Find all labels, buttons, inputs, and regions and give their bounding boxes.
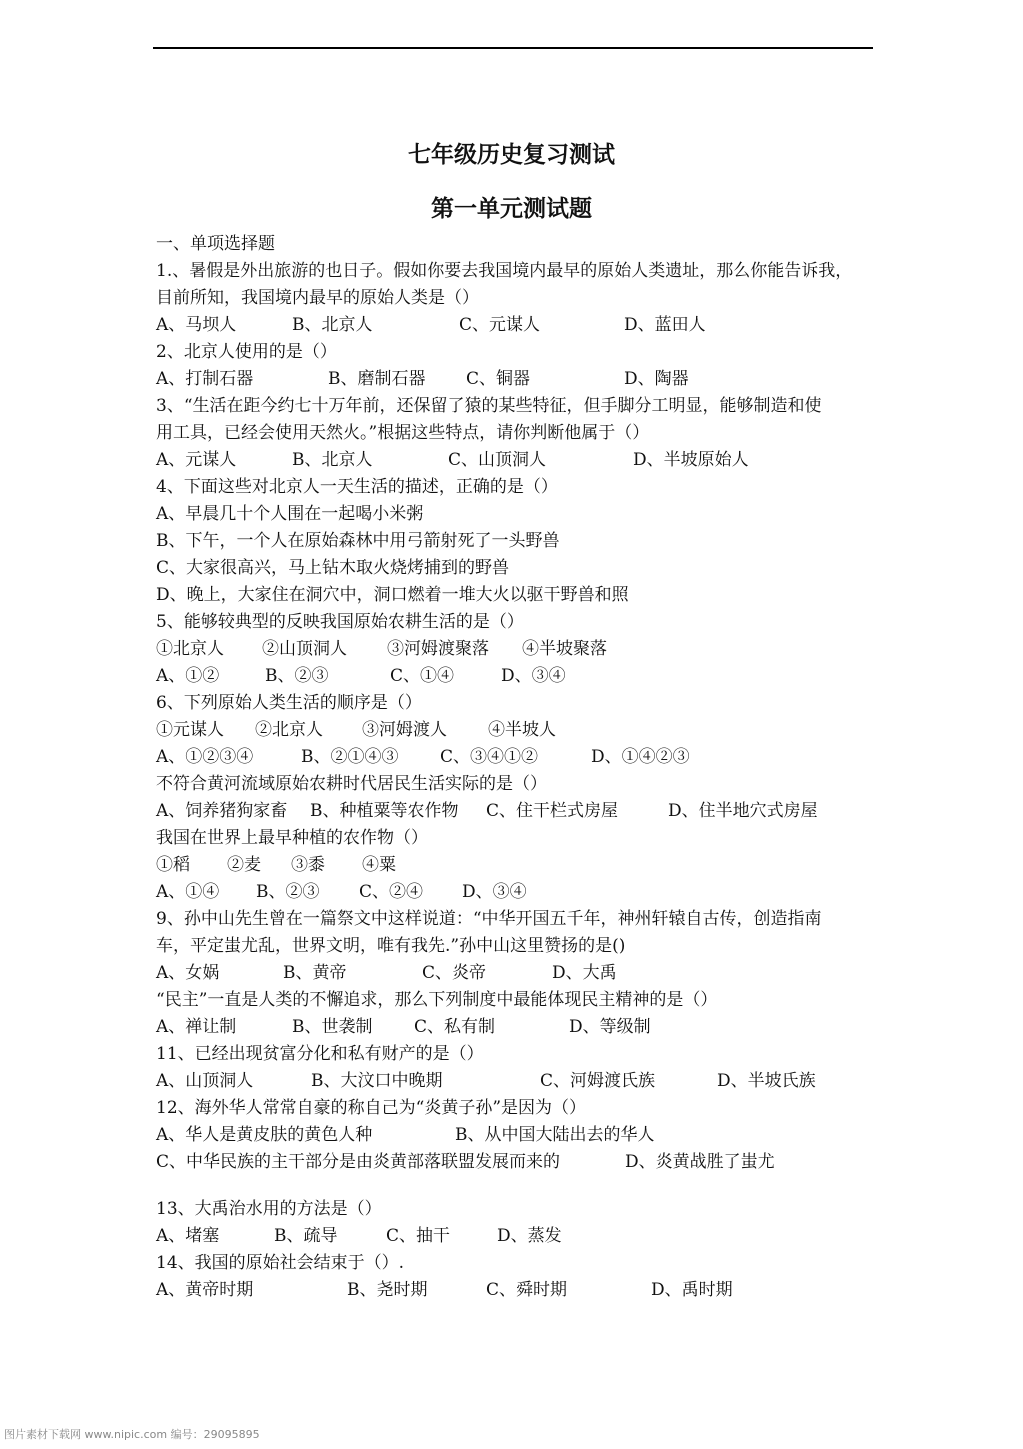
answer-option: D、半坡氏族 [717, 1071, 816, 1091]
answer-option: D、大禹 [552, 963, 617, 983]
question-text-line: “民主”一直是人类的不懈追求，那么下列制度中最能体现民主精神的是（） [156, 990, 718, 1010]
answer-option: C、②④ [359, 882, 424, 902]
answer-options-line [156, 447, 876, 474]
answer-options-line [156, 312, 876, 339]
answer-option: C、山顶洞人 [448, 450, 547, 470]
answer-option: D、蒸发 [497, 1226, 562, 1246]
answer-option: B、世袭制 [292, 1017, 373, 1037]
answer-option: C、炎帝 [422, 963, 487, 983]
answer-option: C、铜器 [466, 369, 531, 389]
answer-option: D、①④②③ [591, 747, 690, 767]
answer-option: ③河姆渡人 [362, 720, 447, 740]
answer-options-line [156, 636, 876, 663]
question-text-line: B、下午，一个人在原始森林中用弓箭射死了一头野兽 [156, 531, 560, 551]
answer-option: ②北京人 [255, 720, 323, 740]
answer-option: A、①②③④ [156, 747, 254, 767]
answer-option: A、黄帝时期 [156, 1280, 254, 1300]
answer-options-line [156, 1122, 876, 1149]
answer-option: D、禹时期 [651, 1280, 733, 1300]
answer-option: ①稻 [156, 855, 190, 875]
answer-option: D、③④ [501, 666, 566, 686]
answer-option: A、华人是黄皮肤的黄色人种 [156, 1125, 373, 1145]
answer-option: A、①② [156, 666, 220, 686]
answer-options-line [156, 852, 876, 879]
answer-options-line [156, 366, 876, 393]
answer-option: C、私有制 [414, 1017, 496, 1037]
answer-option: C、元谋人 [459, 315, 541, 335]
answer-options-line [156, 1068, 876, 1095]
answer-option: ②山顶洞人 [262, 639, 347, 659]
question-text-line: 1.、暑假是外出旅游的也日子。假如你要去我国境内最早的原始人类遗址，那么你能告诉我， [156, 261, 853, 281]
answer-option: ②麦 [227, 855, 261, 875]
answer-option: ④粟 [362, 855, 396, 875]
question-text-line: 6、下列原始人类生活的顺序是（） [156, 693, 422, 713]
answer-option: C、抽干 [386, 1226, 451, 1246]
answer-option: ③河姆渡聚落 [387, 639, 489, 659]
question-text-line: C、大家很高兴，马上钻木取火烧烤捕到的野兽 [156, 558, 510, 578]
answer-option: ①北京人 [156, 639, 224, 659]
answer-option: A、饲养猪狗家畜 [156, 801, 288, 821]
answer-option: C、住干栏式房屋 [486, 801, 619, 821]
answer-option: C、③④①② [440, 747, 539, 767]
answer-option: D、住半地穴式房屋 [668, 801, 818, 821]
answer-option: ④半坡人 [488, 720, 556, 740]
answer-options-line [156, 1014, 876, 1041]
question-text-line: 9、孙中山先生曾在一篇祭文中这样说道：“中华开国五千年，神州轩辕自古传，创造指南 [156, 909, 822, 929]
answer-option: ③黍 [291, 855, 325, 875]
answer-options-line [156, 1277, 876, 1304]
answer-options-line [156, 663, 876, 690]
question-text-line: 13、大禹治水用的方法是（） [156, 1199, 382, 1219]
answer-option: B、②③ [265, 666, 329, 686]
answer-option: A、马坝人 [156, 315, 237, 335]
answer-option: B、②③ [256, 882, 320, 902]
question-text-line: 12、海外华人常常自豪的称自己为“炎黄子孙”是因为（） [156, 1098, 587, 1118]
answer-options-line [156, 717, 876, 744]
answer-option: B、黄帝 [283, 963, 347, 983]
answer-option: ④半坡聚落 [522, 639, 607, 659]
answer-option: B、大汶口中晚期 [311, 1071, 443, 1091]
answer-option: A、堵塞 [156, 1226, 220, 1246]
answer-option: D、陶器 [624, 369, 689, 389]
answer-option: B、②①④③ [301, 747, 399, 767]
question-text-line: 14、我国的原始社会结束于（）. [156, 1253, 405, 1273]
blank-line [156, 1176, 876, 1196]
answer-option: C、河姆渡氏族 [540, 1071, 656, 1091]
question-text-line: 3、“生活在距今约七十万年前，还保留了猿的某些特征，但手脚分工明显，能够制造和使 [156, 396, 822, 416]
answer-option: B、疏导 [274, 1226, 338, 1246]
answer-option: D、炎黄战胜了蚩尤 [625, 1152, 775, 1172]
question-text-line: 4、下面这些对北京人一天生活的描述，正确的是（） [156, 477, 558, 497]
answer-options-line [156, 960, 876, 987]
answer-option: B、磨制石器 [328, 369, 426, 389]
answer-option: B、从中国大陆出去的华人 [455, 1125, 655, 1145]
answer-option: A、元谋人 [156, 450, 237, 470]
question-text-line: 用工具，已经会使用天然火。”根据这些特点，请你判断他属于（） [156, 423, 650, 443]
answer-option: B、北京人 [292, 450, 373, 470]
question-text-line: 5、能够较典型的反映我国原始农耕生活的是（） [156, 612, 524, 632]
question-text-line: 11、已经出现贫富分化和私有财产的是（） [156, 1044, 484, 1064]
answer-option: A、禅让制 [156, 1017, 237, 1037]
answer-option: D、蓝田人 [624, 315, 706, 335]
answer-options-line [156, 1223, 876, 1250]
question-text-line: 不符合黄河流域原始农耕时代居民生活实际的是（） [156, 774, 547, 794]
document-subtitle: 第一单元测试题 [431, 195, 592, 222]
answer-options-line [156, 744, 876, 771]
question-text-line: 目前所知，我国境内最早的原始人类是（） [156, 288, 479, 308]
answer-options-line [156, 798, 876, 825]
section-heading: 一、单项选择题 [156, 234, 275, 254]
answer-option: B、北京人 [292, 315, 373, 335]
question-text-line: 2、北京人使用的是（） [156, 342, 337, 362]
answer-option: D、等级制 [569, 1017, 651, 1037]
answer-option: B、种植粟等农作物 [310, 801, 459, 821]
answer-option: A、山顶洞人 [156, 1071, 254, 1091]
watermark: 图片素材下载网 www.nipic.com 编号：29095895 [4, 1428, 260, 1441]
question-text-line: 我国在世界上最早种植的农作物（） [156, 828, 428, 848]
answer-option: A、女娲 [156, 963, 220, 983]
answer-options-line [156, 879, 876, 906]
answer-options-line [156, 1149, 876, 1176]
answer-option: ①元谋人 [156, 720, 224, 740]
answer-option: C、舜时期 [486, 1280, 568, 1300]
question-text-line: A、早晨几十个人围在一起喝小米粥 [156, 504, 424, 524]
answer-option: A、①④ [156, 882, 220, 902]
header-rule [153, 47, 873, 49]
answer-option: C、中华民族的主干部分是由炎黄部落联盟发展而来的 [156, 1152, 561, 1172]
question-text-line: D、晚上，大家住在洞穴中，洞口燃着一堆大火以驱干野兽和照 [156, 585, 629, 605]
answer-option: A、打制石器 [156, 369, 254, 389]
answer-option: B、尧时期 [347, 1280, 428, 1300]
document-title: 七年级历史复习测试 [408, 141, 615, 168]
answer-option: D、③④ [462, 882, 527, 902]
answer-option: C、①④ [390, 666, 455, 686]
question-list [156, 231, 876, 1304]
answer-option: D、半坡原始人 [633, 450, 749, 470]
question-text-line: 车，平定蚩尤乱，世界文明，唯有我先.”孙中山这里赞扬的是() [156, 936, 626, 956]
